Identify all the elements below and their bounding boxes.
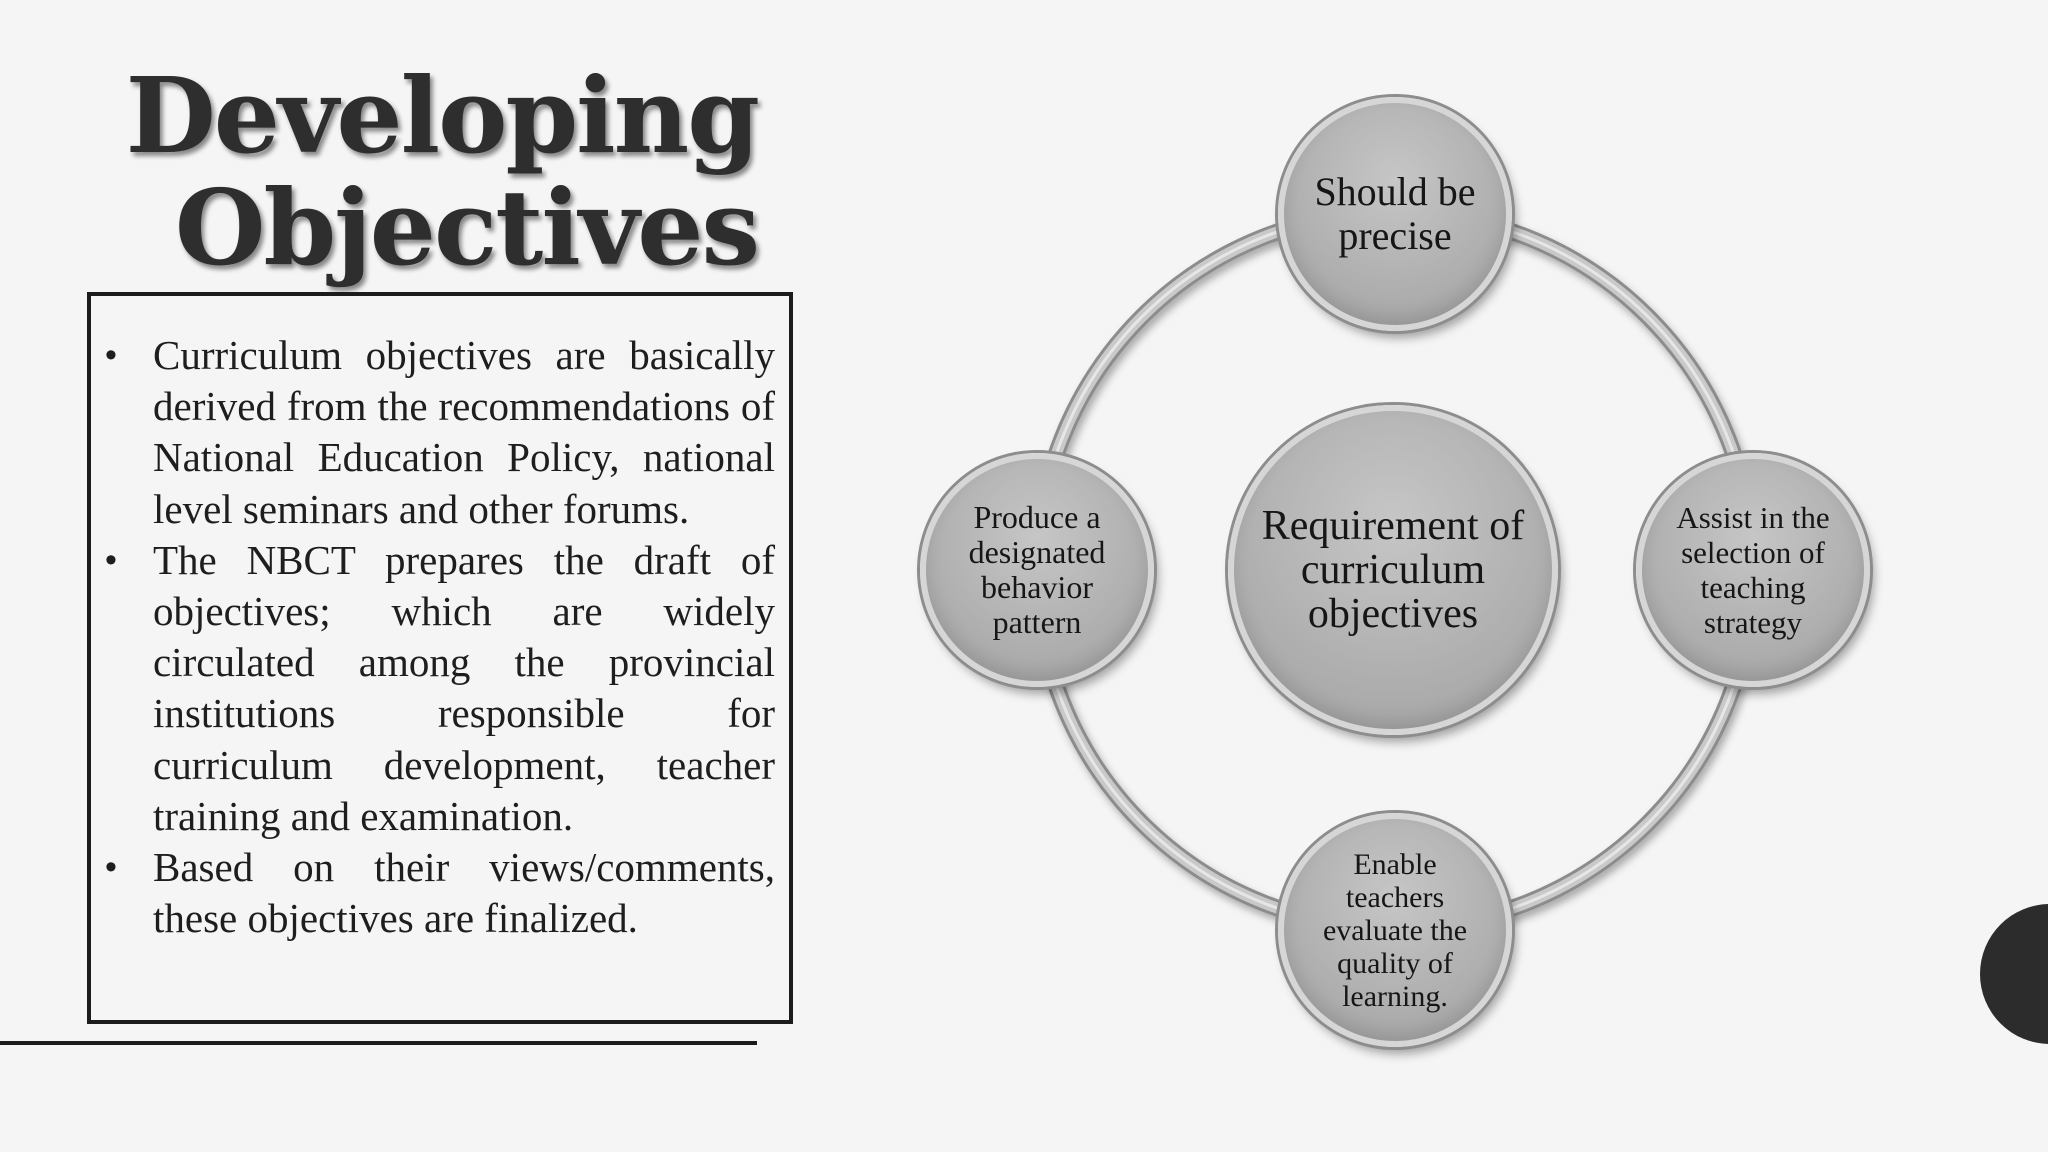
title-line-2: Objectives (174, 166, 758, 289)
bullet-marker: • (105, 848, 117, 887)
title-line-1: Developing (125, 54, 758, 177)
bullet-marker: • (105, 336, 117, 374)
bottom-node-label: Enable teachers evaluate the quality of learning. (1322, 847, 1468, 1013)
left-node-label: Produce a designated behavior pattern (968, 499, 1106, 640)
center-node (1228, 405, 1558, 735)
center-node-label: Requirement of curriculum objectives (1261, 503, 1525, 637)
top-node (1278, 97, 1512, 331)
left-node (920, 453, 1154, 687)
bottom-node (1278, 813, 1512, 1047)
bullet-marker: • (105, 540, 117, 579)
right-node (1636, 453, 1870, 687)
right-node-label: Assist in the selection of teaching strategy (1676, 500, 1830, 640)
top-node-label: Should be precise (1314, 169, 1476, 258)
bullet-text: Curriculum objectives are basically derived from the recommendations of National Education Policy, national level seminars and other forums. (153, 332, 775, 532)
bullet-text: Based on their views/comments, these objectives are finalized. (153, 844, 775, 942)
bullet-text: The NBCT prepares the draft of objectives; which are widely circulated among the provincial institutions responsible for curriculum development, teacher training and examination. (153, 536, 775, 839)
